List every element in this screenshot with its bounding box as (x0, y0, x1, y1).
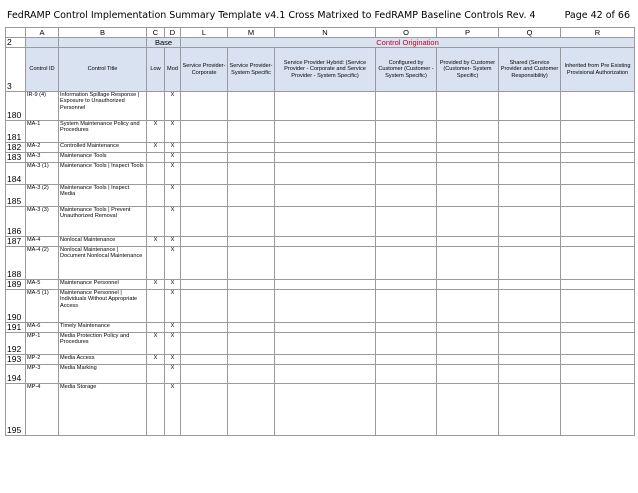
control-id-cell: MA-3 (2) (26, 185, 59, 207)
sp-hybrid-cell (275, 247, 376, 280)
row-number: 181 (6, 121, 26, 143)
document-header (0, 0, 638, 22)
column-header-row (6, 48, 635, 92)
configured-by-customer-cell (376, 333, 437, 355)
column-header-sp-system-specific: Service Provider-System Specific (228, 48, 275, 92)
sp-system-specific-cell (228, 92, 275, 121)
control-title-cell: Media Access (59, 355, 147, 365)
mod-baseline-cell: X (165, 280, 181, 290)
provided-by-customer-cell (437, 384, 499, 436)
shared-cell (499, 163, 561, 185)
provided-by-customer-cell (437, 143, 499, 153)
inherited-cell (561, 290, 635, 323)
sp-corporate-cell (181, 163, 228, 185)
mod-baseline-cell: X (165, 323, 181, 333)
column-letter: L (181, 28, 228, 38)
control-title-cell: Maintenance Tools (59, 153, 147, 163)
row-number: 185 (6, 185, 26, 207)
configured-by-customer-cell (376, 280, 437, 290)
provided-by-customer-cell (437, 280, 499, 290)
sp-system-specific-cell (228, 143, 275, 153)
configured-by-customer-cell (376, 237, 437, 247)
configured-by-customer-cell (376, 384, 437, 436)
inherited-cell (561, 323, 635, 333)
sp-system-specific-cell (228, 163, 275, 185)
low-baseline-cell (147, 247, 165, 280)
sp-corporate-cell (181, 280, 228, 290)
table-row (6, 355, 635, 365)
column-header-sp-hybrid: Service Provider Hybrid: (Service Provider - Corporate and Service Provider - System Specific) (275, 48, 376, 92)
control-title-cell: Nonlocal Maintenance | Document Nonlocal Maintenance (59, 247, 147, 280)
table-row (6, 323, 635, 333)
shared-cell (499, 323, 561, 333)
shared-cell (499, 290, 561, 323)
sp-corporate-cell (181, 365, 228, 384)
configured-by-customer-cell (376, 207, 437, 237)
table-row (6, 384, 635, 436)
mod-baseline-cell: X (165, 333, 181, 355)
mod-baseline-cell: X (165, 121, 181, 143)
provided-by-customer-cell (437, 290, 499, 323)
sp-corporate-cell (181, 153, 228, 163)
control-id-cell: MP-1 (26, 333, 59, 355)
group-cell (59, 38, 147, 48)
inherited-cell (561, 207, 635, 237)
column-header-control-title: Control Title (59, 48, 147, 92)
column-header-provided-by-customer: Provided by Customer (Customer- System Specific) (437, 48, 499, 92)
configured-by-customer-cell (376, 185, 437, 207)
row-number: 194 (6, 365, 26, 384)
low-baseline-cell: X (147, 333, 165, 355)
column-header-control-id: Control ID (26, 48, 59, 92)
low-baseline-cell (147, 207, 165, 237)
sp-hybrid-cell (275, 121, 376, 143)
sp-hybrid-cell (275, 185, 376, 207)
shared-cell (499, 247, 561, 280)
configured-by-customer-cell (376, 290, 437, 323)
control-title-cell: Media Storage (59, 384, 147, 436)
mod-baseline-cell: X (165, 290, 181, 323)
row-number: 195 (6, 384, 26, 436)
inherited-cell (561, 121, 635, 143)
column-header-mod: Mod (165, 48, 181, 92)
row-number: 180 (6, 92, 26, 121)
sp-corporate-cell (181, 143, 228, 153)
group-cell (26, 38, 59, 48)
column-header-sp-corporate: Service Provider-Corporate (181, 48, 228, 92)
group-header-row (6, 38, 635, 48)
row-number: 184 (6, 163, 26, 185)
shared-cell (499, 355, 561, 365)
configured-by-customer-cell (376, 143, 437, 153)
page-number: Page 42 of 66 (564, 10, 630, 21)
row-number: 188 (6, 247, 26, 280)
column-letter: P (437, 28, 499, 38)
control-title-cell: Controlled Maintenance (59, 143, 147, 153)
column-letter: N (275, 28, 376, 38)
shared-cell (499, 365, 561, 384)
control-id-cell: MA-1 (26, 121, 59, 143)
column-letter: O (376, 28, 437, 38)
sp-system-specific-cell (228, 153, 275, 163)
mod-baseline-cell: X (165, 207, 181, 237)
inherited-cell (561, 365, 635, 384)
provided-by-customer-cell (437, 247, 499, 280)
configured-by-customer-cell (376, 323, 437, 333)
row-number: 192 (6, 333, 26, 355)
provided-by-customer-cell (437, 207, 499, 237)
sp-hybrid-cell (275, 333, 376, 355)
inherited-cell (561, 355, 635, 365)
low-baseline-cell (147, 163, 165, 185)
inherited-cell (561, 384, 635, 436)
shared-cell (499, 92, 561, 121)
column-letter: A (26, 28, 59, 38)
table-row (6, 143, 635, 153)
shared-cell (499, 280, 561, 290)
row-number: 193 (6, 355, 26, 365)
control-title-cell: Nonlocal Maintenance (59, 237, 147, 247)
control-title-cell: Media Marking (59, 365, 147, 384)
shared-cell (499, 207, 561, 237)
sp-hybrid-cell (275, 163, 376, 185)
row-number: 186 (6, 207, 26, 237)
column-letter: C (147, 28, 165, 38)
shared-cell (499, 333, 561, 355)
mod-baseline-cell: X (165, 355, 181, 365)
provided-by-customer-cell (437, 365, 499, 384)
row-number: 191 (6, 323, 26, 333)
provided-by-customer-cell (437, 153, 499, 163)
control-origination-group-label: Control Origination (181, 38, 635, 48)
column-header-inherited: Inherited from Pre Existing Provisional Authorization (561, 48, 635, 92)
configured-by-customer-cell (376, 163, 437, 185)
control-id-cell: IR-9 (4) (26, 92, 59, 121)
control-title-cell: Information Spillage Response | Exposure to Unauthorized Personnel (59, 92, 147, 121)
control-id-cell: MP-2 (26, 355, 59, 365)
control-title-cell: Maintenance Tools | Inspect Media (59, 185, 147, 207)
table-row (6, 153, 635, 163)
table-row (6, 365, 635, 384)
mod-baseline-cell: X (165, 163, 181, 185)
inherited-cell (561, 333, 635, 355)
provided-by-customer-cell (437, 333, 499, 355)
low-baseline-cell: X (147, 143, 165, 153)
provided-by-customer-cell (437, 237, 499, 247)
low-baseline-cell (147, 290, 165, 323)
sp-system-specific-cell (228, 333, 275, 355)
sp-system-specific-cell (228, 185, 275, 207)
sp-corporate-cell (181, 207, 228, 237)
shared-cell (499, 121, 561, 143)
table-row (6, 237, 635, 247)
inherited-cell (561, 143, 635, 153)
shared-cell (499, 237, 561, 247)
shared-cell (499, 153, 561, 163)
control-id-cell: MA-6 (26, 323, 59, 333)
mod-baseline-cell: X (165, 247, 181, 280)
mod-baseline-cell: X (165, 365, 181, 384)
configured-by-customer-cell (376, 355, 437, 365)
sp-hybrid-cell (275, 280, 376, 290)
column-letter (6, 28, 26, 38)
low-baseline-cell: X (147, 355, 165, 365)
provided-by-customer-cell (437, 92, 499, 121)
sp-corporate-cell (181, 185, 228, 207)
sp-system-specific-cell (228, 247, 275, 280)
inherited-cell (561, 163, 635, 185)
sp-system-specific-cell (228, 323, 275, 333)
sp-corporate-cell (181, 384, 228, 436)
low-baseline-cell (147, 365, 165, 384)
shared-cell (499, 185, 561, 207)
provided-by-customer-cell (437, 323, 499, 333)
sp-system-specific-cell (228, 121, 275, 143)
row-number: 182 (6, 143, 26, 153)
control-title-cell: Maintenance Personnel | Individuals Without Appropriate Access (59, 290, 147, 323)
table-row (6, 207, 635, 237)
sp-system-specific-cell (228, 207, 275, 237)
control-title-cell: Maintenance Tools | Inspect Tools (59, 163, 147, 185)
low-baseline-cell (147, 323, 165, 333)
provided-by-customer-cell (437, 163, 499, 185)
column-letter: B (59, 28, 147, 38)
mod-baseline-cell: X (165, 153, 181, 163)
sp-hybrid-cell (275, 323, 376, 333)
control-id-cell: MA-3 (26, 153, 59, 163)
sp-hybrid-cell (275, 207, 376, 237)
inherited-cell (561, 92, 635, 121)
sp-hybrid-cell (275, 153, 376, 163)
sp-corporate-cell (181, 323, 228, 333)
sp-corporate-cell (181, 121, 228, 143)
low-baseline-cell (147, 153, 165, 163)
mod-baseline-cell: X (165, 384, 181, 436)
low-baseline-cell: X (147, 121, 165, 143)
low-baseline-cell (147, 92, 165, 121)
mod-baseline-cell: X (165, 237, 181, 247)
table-row (6, 92, 635, 121)
sp-corporate-cell (181, 237, 228, 247)
control-id-cell: MA-5 (1) (26, 290, 59, 323)
sp-hybrid-cell (275, 143, 376, 153)
control-id-cell: MA-2 (26, 143, 59, 153)
sp-system-specific-cell (228, 280, 275, 290)
control-id-cell: MA-4 (2) (26, 247, 59, 280)
row-number: 187 (6, 237, 26, 247)
sp-system-specific-cell (228, 290, 275, 323)
control-id-cell: MA-3 (1) (26, 163, 59, 185)
sp-corporate-cell (181, 247, 228, 280)
column-letter: Q (499, 28, 561, 38)
column-header-shared: Shared (Service Provider and Customer Responsibility) (499, 48, 561, 92)
configured-by-customer-cell (376, 121, 437, 143)
mod-baseline-cell: X (165, 185, 181, 207)
control-id-cell: MP-3 (26, 365, 59, 384)
sp-system-specific-cell (228, 384, 275, 436)
table-row (6, 185, 635, 207)
low-baseline-cell (147, 384, 165, 436)
provided-by-customer-cell (437, 185, 499, 207)
configured-by-customer-cell (376, 153, 437, 163)
sp-corporate-cell (181, 290, 228, 323)
low-baseline-cell: X (147, 280, 165, 290)
baseline-group-label: Base (147, 38, 181, 48)
document-title: FedRAMP Control Implementation Summary Template v4.1 Cross Matrixed to FedRAMP Baseline Controls Rev. 4 (7, 10, 536, 21)
shared-cell (499, 384, 561, 436)
control-title-cell: Maintenance Personnel (59, 280, 147, 290)
column-header-low: Low (147, 48, 165, 92)
sp-hybrid-cell (275, 92, 376, 121)
control-title-cell: System Maintenance Policy and Procedures (59, 121, 147, 143)
sp-system-specific-cell (228, 237, 275, 247)
configured-by-customer-cell (376, 92, 437, 121)
sp-hybrid-cell (275, 290, 376, 323)
inherited-cell (561, 237, 635, 247)
low-baseline-cell: X (147, 237, 165, 247)
controls-matrix-table (5, 27, 635, 436)
row-number: 190 (6, 290, 26, 323)
column-letter: D (165, 28, 181, 38)
sp-hybrid-cell (275, 355, 376, 365)
inherited-cell (561, 247, 635, 280)
sp-hybrid-cell (275, 384, 376, 436)
control-title-cell: Media Protection Policy and Procedures (59, 333, 147, 355)
row-number: 183 (6, 153, 26, 163)
column-letter: M (228, 28, 275, 38)
control-id-cell: MA-3 (3) (26, 207, 59, 237)
table-row (6, 121, 635, 143)
inherited-cell (561, 280, 635, 290)
control-id-cell: MA-5 (26, 280, 59, 290)
provided-by-customer-cell (437, 355, 499, 365)
table-row (6, 247, 635, 280)
sp-hybrid-cell (275, 237, 376, 247)
sp-system-specific-cell (228, 355, 275, 365)
column-header-configured-by-customer: Configured by Customer (Customer - System Specific) (376, 48, 437, 92)
table-row (6, 163, 635, 185)
control-title-cell: Maintenance Tools | Prevent Unauthorized Removal (59, 207, 147, 237)
table-row (6, 280, 635, 290)
mod-baseline-cell: X (165, 143, 181, 153)
table-row (6, 290, 635, 323)
sp-corporate-cell (181, 333, 228, 355)
column-letter-row (6, 28, 635, 38)
control-id-cell: MA-4 (26, 237, 59, 247)
sp-system-specific-cell (228, 365, 275, 384)
mod-baseline-cell: X (165, 92, 181, 121)
row-number: 2 (6, 38, 26, 48)
row-number: 3 (6, 48, 26, 92)
sp-hybrid-cell (275, 365, 376, 384)
shared-cell (499, 143, 561, 153)
column-letter: R (561, 28, 635, 38)
control-title-cell: Timely Maintenance (59, 323, 147, 333)
table-row (6, 333, 635, 355)
low-baseline-cell (147, 185, 165, 207)
row-number: 189 (6, 280, 26, 290)
inherited-cell (561, 153, 635, 163)
sp-corporate-cell (181, 92, 228, 121)
sp-corporate-cell (181, 355, 228, 365)
inherited-cell (561, 185, 635, 207)
configured-by-customer-cell (376, 247, 437, 280)
provided-by-customer-cell (437, 121, 499, 143)
configured-by-customer-cell (376, 365, 437, 384)
control-id-cell: MP-4 (26, 384, 59, 436)
